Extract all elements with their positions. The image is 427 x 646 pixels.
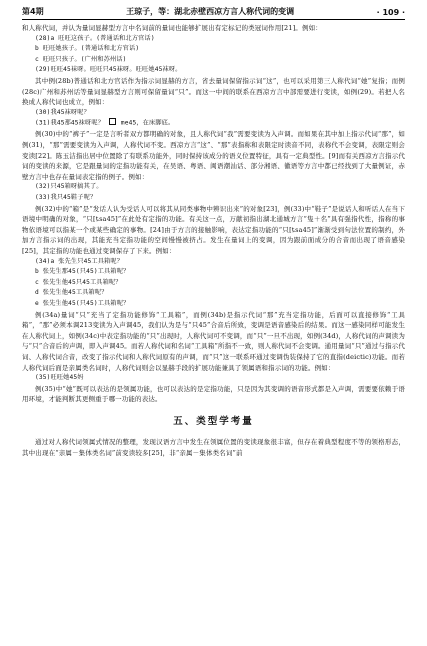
example-line: (32)只45箱呀搞其了。 — [35, 183, 103, 191]
example-line: c 张先生他45只45工具箱呢？ — [35, 278, 122, 286]
running-title: 王琼子，等：湖北赤壁西凉方言人称代词的变调 — [126, 7, 295, 16]
paragraph: 通过对人称代词领属式情况的整理，发现汉语方言中发生在领属位置的变读现象很丰富，但存在着典型程度不等的领格形态，其中出现在“亲属－集体类名词”前变读较多[25]，非“亲属－集体类名词”前 — [22, 438, 405, 458]
page-number: · 109 · — [376, 8, 405, 17]
example-line: (30)我45袜呀呢？ — [35, 108, 90, 116]
example-line: (29)旺旺45袜呀。旺旺只45袜呀。旺旺她45袜呀。 — [35, 66, 182, 74]
paragraph: 其中例(28b)普通话和北方官话作为指示词显赫的方言，省去量词保留指示词“这”，也可以采用第三人称代词“她”复指；而例(28c)广州和苏州话等量词显赫型方言则可保留量词“只”。而这一中间的联系在西凉方言中部需要进行变读，如例(29)。若把人名换成人称代词也成立，例如： — [22, 76, 405, 107]
example-line: (33)我只45鞋子呢？ — [35, 194, 97, 201]
example-line — [35, 118, 405, 129]
example-line: (34)a 张先生只45工具箱呢？ — [35, 257, 124, 265]
paragraph: 和人称代词，并认为量词显赫型方言中名词前的量词也能够扩展出有定标记的类冠词作用[21]。例如： — [22, 24, 322, 32]
example-line: e 张先生他45(只45)工具箱呢？ — [35, 299, 130, 307]
example-line: b 旺旺她孩子。(普通话和北方官话) — [35, 45, 140, 53]
example-note: me45，在床脚底。 — [120, 119, 175, 127]
example-line: (35)旺旺她45妈 — [35, 374, 84, 382]
example-text: (31)我45那45袜呀呢？ — [35, 119, 105, 127]
page-header — [22, 6, 405, 20]
paragraph: 例(32)中的“箱”是“发话人认为受话人可以将其从同类事物中辨识出来”的对象[23]，例(33)中“鞋子”是说话人和听话人在当下语境中明确的对象，“只[ȶsa45]”在此处有定指的功能。有关这一点，万献初指出湖北通城方言“隻＋名”具有强指代性，指称的事物依语境可以指某一个或某些确定的事物。[24]由于方言的接触影响，表达定指功能的“只[ȶsa45]”渐渐受到句法位置的制约，外加方言指示词的出现，其能充当定指功能的空间慢慢被挤占。发生在量词上的变调，因为跟前面成分的合音而出现了语音感染[25]，其定指的功能也通过变调保存了下来。例如： — [22, 204, 405, 255]
paragraph: 例(34a)量词“只”充当了定指功能修饰“工具箱”，而例(34b)是指示代词“那”充当定指功能，后面可以直接修饰“工具箱”，“那”必须本调213变读为入声调45，我们认为是与“只45”合音后所致，变调是语音感染后的结果。而这一感染同样可能发生在人称代词上，如例(34c)中表定指功能的“只”出现时，人称代词可不变调，而“只”一旦不出现，如例(34d)，人称代词的声调读为与“只”合音后的声调，即入声调45。而若人称代词和名词“工具箱”所指不一致，则人称代词不会变调。通用量词“只”通过与指示代词、人称代词合音，改变了指示代词和人称代词原有的声调，而“只”这一联系环通过变调伪装保持了它的直指(deictic)功能。而若人称代词后面是亲属类名词时，人称代词则会以显赫手段的扩展功能兼具了领属语和指示词的功能。例如： — [22, 310, 405, 372]
example-line: b 张先生那45(只45)工具箱呢？ — [35, 268, 130, 276]
example-line: c 旺旺只孩子。(广州和苏州话) — [35, 55, 127, 63]
issue-label: 第4期 — [22, 7, 44, 16]
paragraph: 例(30)中的“裤子”一定是言听者双方都明确的对象，且人称代词“我”需要变读为入声调。而如果在其中加上指示代词“那”，如例(31)，“那”需要变读为入声调，人称代词不变。西凉方言“这”、“那”表指称和表限定时读音不同，表称代不会变调，表限定则会变读[22]。陈玉洁指出居中位置除了有联系功能外，同时保持该成分的语义位置特征，具有一定典型性。[9]而有关西凉方言指示代词的变读的来源，它是跟量词的定指功能有关，在吴语、粤语、闽语潮汕话、部分湘语、徽语等方言中都已经找到了大量例证，赤壁方言中也存在量词表定指的例子。例如： — [22, 130, 405, 181]
example-line: d 张先生他45工具箱呢？ — [35, 289, 108, 297]
article-body — [22, 23, 405, 459]
section-heading: 五、类型学考量 — [173, 415, 254, 427]
paragraph: 例(35)中“她”既可以表达的是领属功能，也可以表达的是定指功能，只是因为其变调的语音形式都是入声调，需要要依赖于语用环境，才能判断其更侧重于哪一功能的表达。 — [22, 384, 405, 404]
missing-glyph-box-icon — [109, 118, 116, 125]
example-line: (28)a 旺旺这孩子。(普通话和北方官话) — [35, 34, 155, 42]
